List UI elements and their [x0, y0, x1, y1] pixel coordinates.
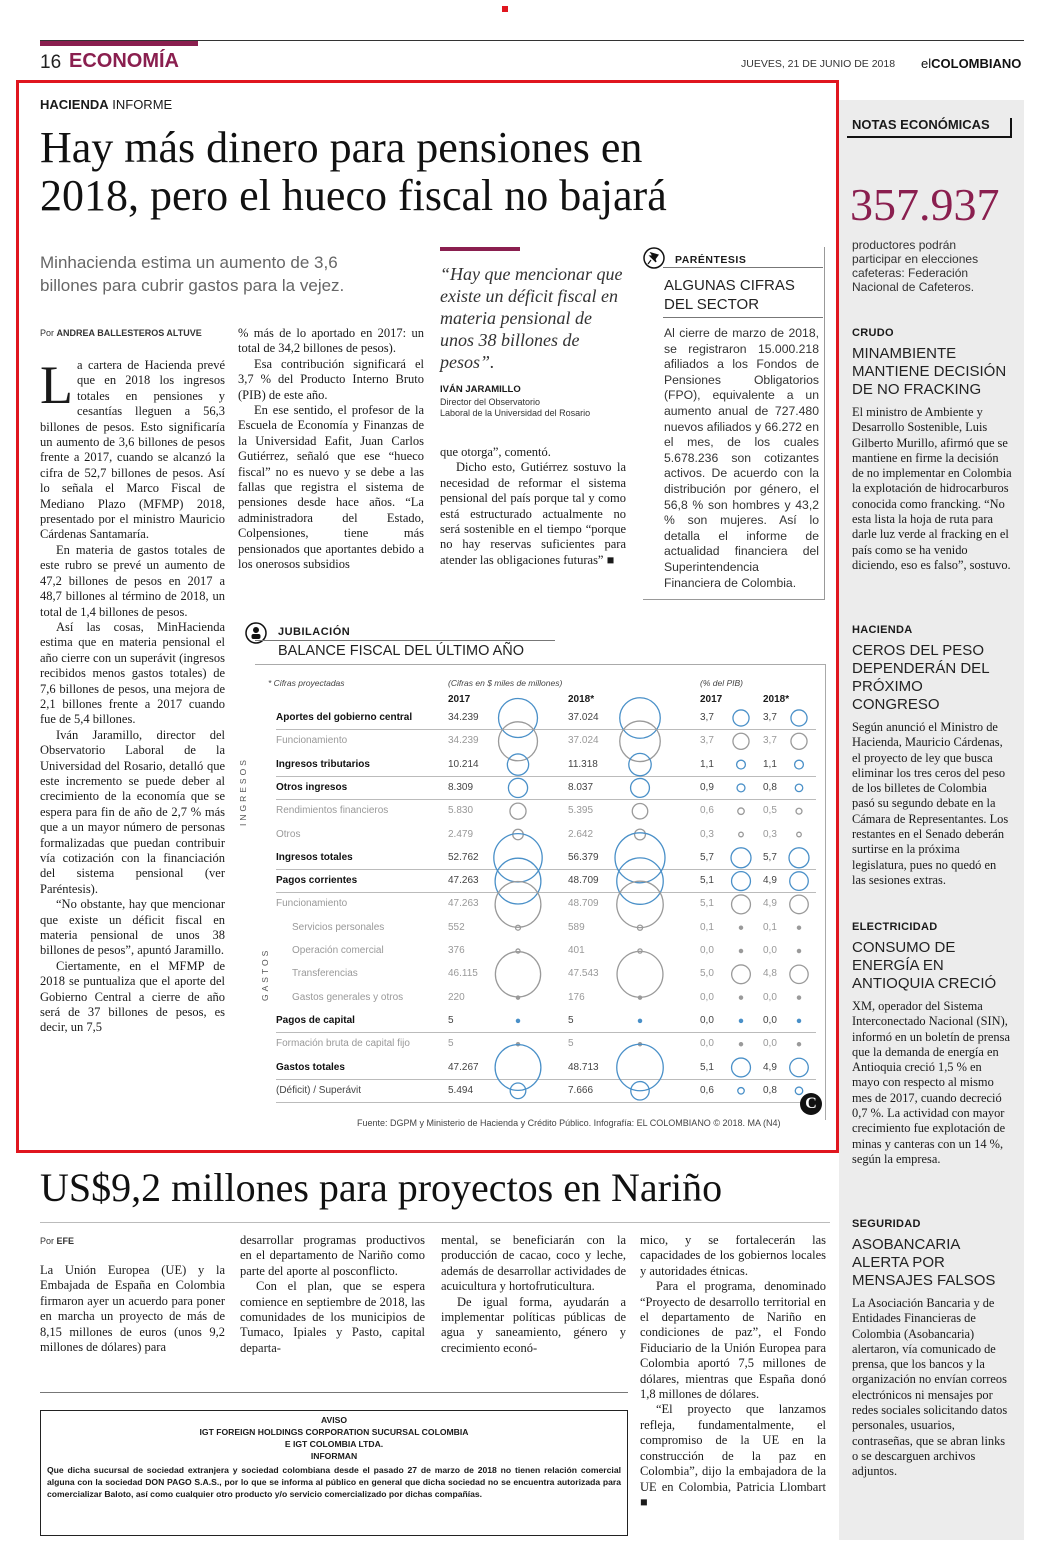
- aviso-line: INFORMAN: [310, 1451, 358, 1461]
- row-divider: [276, 1102, 816, 1103]
- col-header-2017: 2017: [448, 694, 471, 705]
- pib-2018: 4,9: [763, 898, 777, 910]
- value-2017: 52.762: [448, 851, 479, 863]
- header-accent-bar: [40, 41, 198, 46]
- quote-role: [440, 397, 590, 419]
- pib-2017: 0,6: [700, 805, 714, 817]
- row-label: Otros: [276, 828, 301, 840]
- pib-2018: 0,1: [763, 921, 777, 933]
- parentesis-body: Al cierre de marzo de 2018, se registraron 15.000.218 afiliados a los Fondos de Pensiones Obligatorios (FPO), equivalente a un aumento anual de 727.480 nuevos afiliados y 66.272 en el mes, de los cuales 5.678.236 son cotizantes activos. De acuerdo con la distribución por género, el 56,8 % son hombres y 43,2 % son mujeres. Así lo detalla el informe de actualidad financiera del Superintendencia Financiera de Colombia.: [664, 326, 819, 590]
- legal-notice: [40, 1410, 628, 1536]
- article-title: [40, 124, 667, 220]
- second-col4-paragraph: “El proyecto que lanzamos refleja, fundamentalmente, el compromiso de la UE en la construcción de la paz en Colombia”, dijo la embajadora de la UE en Colombia, Patricia Llombart ■: [640, 1402, 826, 1509]
- article-kicker: [40, 97, 172, 112]
- note-kicker: ELECTRICIDAD: [852, 921, 938, 933]
- pib-2017: 3,7: [700, 712, 714, 723]
- article-subtitle: [40, 251, 344, 297]
- row-label: Pagos corrientes: [276, 875, 358, 887]
- pib-2018: 0,8: [763, 1084, 777, 1096]
- note-kicker: CRUDO: [852, 327, 894, 339]
- col2-paragraph: % más de lo aportado en 2017: un total de 34,2 billones de pesos).: [238, 326, 424, 356]
- value-2017: 5.830: [448, 805, 474, 817]
- sidebar-big-caption: productores podrán participar en elecciones cafeteras: Federación Nacional de Cafeteros.: [852, 238, 979, 294]
- row-label: Ingresos tributarios: [276, 758, 370, 770]
- pib-2017: 0,6: [700, 1084, 714, 1096]
- col1-paragraph: a cartera de Hacienda prevé que en 2018 los ingresos totales en pensiones y cesantías lleguen a 56,3 billones de pesos. Esto significaría un aumento de 3,6 billones de pesos frente a 2017, cuando se alcanzó la cifra de 52,7 billones de pesos. Así lo señala el Marco Fiscal de Mediano Plazo (MFMP) 2018, presentado por el ministro Mauricio Cárdenas Santamaría.: [40, 358, 225, 542]
- col-header-pib-2018: 2018*: [763, 694, 790, 705]
- sidebar-note: [852, 327, 1012, 573]
- value-2018: 5: [568, 1038, 574, 1050]
- second-col4-paragraph: Para el programa, denominado “Proyecto de desarrollo territorial en el departamento de Nariño en condiciones de paz”, el Fondo Fiduciario de la Unión Europea para Colombia aportó 7,5 millones de dólares, mientras que España donó 1,8 millones de dólares.: [640, 1279, 826, 1402]
- table-row: [262, 800, 817, 823]
- byline-author: ANDREA BALLESTEROS ALTUVE: [56, 328, 202, 338]
- row-label: Formación bruta de capital fijo: [276, 1038, 410, 1050]
- kicker-light: INFORME: [112, 97, 173, 112]
- pib-2017: 0,9: [700, 781, 714, 793]
- second-col3-paragraph: mental, se beneficiarán con la producción de cacao, coco y leche, además de desarrollar actividades de acuicultura y hortofruticultura.: [441, 1233, 626, 1294]
- col1-paragraph: Ciertamente, en el MFMP de 2018 se puntualiza que el aporte del Gobierno Central a cierre de año será de 37 billones de pesos, es decir, un 7,5: [40, 958, 225, 1035]
- col1-paragraph: En materia de gastos totales de este rubro se prevé un aumento de 47,2 billones de pesos en 2017 a 48,7 billones al término de 2018, un total de 1,4 billones de pesos.: [40, 542, 225, 619]
- row-label: (Déficit) / Superávit: [276, 1084, 362, 1096]
- subtitle-line-2: billones para cubrir gastos para la vejez.: [40, 276, 345, 295]
- pib-2018: 4,9: [763, 875, 777, 887]
- pib-2017: 0,0: [700, 1014, 714, 1026]
- table-row: [262, 917, 817, 940]
- note-headline: CEROS DEL PESO DEPENDERÁN DEL PRÓXIMO CONGRESO: [852, 642, 989, 713]
- quote-accent: [440, 247, 520, 251]
- value-2018: 47.543: [568, 968, 599, 980]
- quote-author: IVÁN JARAMILLO: [440, 384, 521, 395]
- col1-paragraph: Iván Jaramillo, director del Observatorio Laboral de la Universidad del Rosario, detalló que este incremento se puede deber al crecimiento de la economía que se espera para fin de año de 2,7 % más que a un mayor número de personas formalizadas que puedan contribuir vía cotización con la financiación del sistema pensional (ver Paréntesis).: [40, 727, 225, 896]
- pib-2017: 5,1: [700, 1061, 714, 1073]
- second-byline: [40, 1236, 74, 1246]
- row-label: Funcionamiento: [276, 898, 348, 910]
- table-row: [262, 963, 817, 986]
- header-date: JUEVES, 21 DE JUNIO DE 2018: [741, 58, 896, 70]
- pib-2017: 0,1: [700, 921, 714, 933]
- col2-paragraph: En ese sentido, el profesor de la Escuela de Economía y Finanzas de la Universidad Eafit, Juan Carlos Gutiérrez, señaló que ese “hueco fiscal” no es nuevo y se debe a las fallas que registra el sistema de pensiones desde hace años. “La administradora del Estado, Colpensiones, tiene más pensionados que aportantes debido a los onerosos subsidios: [238, 403, 424, 572]
- note-kicker: HACIENDA: [852, 624, 913, 636]
- row-label: Transferencias: [292, 968, 358, 980]
- aviso-top-rule: [40, 1392, 628, 1393]
- parentesis-title-line: ALGUNAS CIFRAS: [664, 277, 795, 294]
- table-row: [262, 1033, 817, 1056]
- second-col3-paragraph: De igual forma, ayudarán a implementar políticas públicas de agua y saneamiento, género y crecimiento econó-: [441, 1294, 626, 1355]
- value-2018: 2.642: [568, 828, 594, 840]
- page-number: 16: [40, 52, 62, 73]
- table-row: [262, 707, 817, 730]
- row-label: Rendimientos financieros: [276, 805, 389, 817]
- pib-2018: 3,7: [763, 735, 777, 747]
- table-row: [262, 847, 817, 870]
- table-row: [262, 893, 817, 916]
- row-label: Ingresos totales: [276, 851, 353, 863]
- table-row: [262, 870, 817, 893]
- value-2018: 48.709: [568, 898, 599, 910]
- row-label: Aportes del gobierno central: [276, 712, 413, 723]
- sidebar-header-rule: [847, 136, 1012, 138]
- sidebar-header-rule-2: [1010, 118, 1012, 138]
- pib-2017: 5,1: [700, 898, 714, 910]
- col3-paragraph: que otorga”, comentó.: [440, 445, 551, 459]
- table-row: [262, 1010, 817, 1033]
- infographic-title: BALANCE FISCAL DEL ÚLTIMO AÑO: [278, 643, 525, 659]
- pib-2017: 5,1: [700, 875, 714, 887]
- sidebar-note: [852, 624, 1012, 888]
- row-label: Pagos de capital: [276, 1014, 355, 1026]
- parentesis-title-line: DEL SECTOR: [664, 296, 760, 313]
- sidebar-note: [852, 1218, 1012, 1480]
- second-article-title: US$9,2 millones para proyectos en Nariño: [40, 1165, 723, 1210]
- note-headline: ASOBANCARIA ALERTA POR MENSAJES FALSOS: [852, 1236, 996, 1289]
- pib-2018: 4,9: [763, 1061, 777, 1073]
- brand-prefix: el: [921, 56, 932, 71]
- row-label: Operación comercial: [292, 945, 384, 956]
- aviso-line: AVISO: [320, 1415, 348, 1425]
- row-label: Gastos totales: [276, 1061, 345, 1073]
- value-2018: 37.024: [568, 735, 599, 747]
- group-label-ingresos: INGRESOS: [238, 757, 248, 826]
- note-body: La Asociación Bancaria y de Entidades Financieras de Colombia (Asobancaria) alertaron, vía comunicado de prensa, que los bancos y la organización no envían correos electrónicos ni mensajes por redes sociales solicitando datos personales, usuarios, contraseñas, que se abran links o se descarguen archivos adjuntos.: [852, 1296, 1008, 1479]
- value-2018: 7.666: [568, 1084, 594, 1096]
- parentesis-kicker: PARÉNTESIS: [675, 254, 747, 266]
- value-2018: 5.395: [568, 805, 594, 817]
- note-kicker: SEGURIDAD: [852, 1218, 921, 1230]
- value-2017: 47.263: [448, 875, 479, 887]
- second-col1-paragraph: La Unión Europea (UE) y la Embajada de España en Colombia firmaron ayer un acuerdo para poner en marcha un proyecto de más de 8,15 millones de euros (unos 9,2 millones de dólares) para: [40, 1263, 225, 1355]
- note-headline: CONSUMO DE ENERGÍA EN ANTIOQUIA CRECIÓ: [852, 939, 997, 992]
- table-row: [262, 824, 817, 847]
- byline-prefix: Por: [40, 328, 55, 338]
- infographic-note: * Cifras proyectadas: [268, 678, 345, 688]
- article-byline: [40, 328, 202, 338]
- row-label: Servicios personales: [292, 921, 385, 933]
- value-2018: 48.713: [568, 1061, 599, 1073]
- value-2017: 34.239: [448, 712, 479, 723]
- value-2018: 589: [568, 921, 585, 933]
- pull-quote: “Hay que mencionar que existe un déficit fiscal en materia pensional de unos 38 billones de pesos”.: [440, 264, 623, 372]
- infographic-kicker: JUBILACIÓN: [278, 626, 351, 638]
- infographic-source: Fuente: DGPM y Ministerio de Hacienda y Crédito Público. Infografía: EL COLOMBIANO © 2018. MA (N4): [357, 1118, 781, 1128]
- col3-paragraph: Dicho esto, Gutiérrez sostuvo la necesidad de reformar el sistema pensional del país porque tal y como está estructurado actualmente no será sostenible en el tiempo “porque no hay reservas suficientes para atender las obligaciones futuras” ■: [440, 460, 626, 567]
- value-2017: 34.239: [448, 735, 479, 747]
- second-column-3: [441, 1233, 626, 1356]
- units-pib: (% del PIB): [700, 678, 743, 688]
- title-line-1: Hay más dinero para pensiones en: [40, 123, 643, 172]
- pib-2018: 0,8: [763, 781, 777, 793]
- value-2017: 10.214: [448, 758, 479, 770]
- pib-2018: 4,8: [763, 968, 777, 980]
- table-row: [262, 730, 817, 753]
- col2-paragraph: Esa contribución significará el 3,7 % del Producto Interno Bruto (PIB) de este año.: [238, 356, 424, 402]
- pib-2018: 5,7: [763, 851, 777, 863]
- value-2018: 8.037: [568, 781, 594, 793]
- value-2017: 47.263: [448, 898, 479, 910]
- pib-2018: 0,0: [763, 991, 777, 1003]
- table-row: [262, 1057, 817, 1080]
- value-2017: 552: [448, 921, 465, 933]
- parentesis-box: [643, 247, 825, 600]
- col-header-pib-2017: 2017: [700, 694, 723, 705]
- pib-2017: 1,1: [700, 758, 714, 770]
- dropcap: L: [40, 355, 73, 415]
- value-2018: 48.709: [568, 875, 599, 887]
- note-body: Según anunció el Ministro de Hacienda, Mauricio Cárdenas, el proyecto de ley que busca eliminar los tres ceros del peso de los billetes de Colombia pasó su segundo debate en la Cámara de Representantes. Los restantes en el Senado deberán surtirse en la próxima legislatura, pues no quedó en las sesiones extras.: [852, 720, 1009, 887]
- pib-2017: 5,0: [700, 968, 714, 980]
- article-column-3: [440, 445, 626, 568]
- pib-2018: 1,1: [763, 758, 777, 770]
- value-2018: 401: [568, 945, 585, 956]
- note-body: XM, operador del Sistema Interconectado Nacional (SIN), informó en un boletín de prensa que la demanda de energía en Antioquia creció 1,5 % en mayo con respecto al mismo mes de 2017, cuando decreció 0,7 %. La actividad con mayor crecimiento fue explotación de minas y canteras con un 14 %, según la empresa.: [852, 999, 1010, 1166]
- value-2018: 5: [568, 1014, 574, 1026]
- value-2018: 176: [568, 991, 585, 1003]
- pib-2017: 0,0: [700, 991, 714, 1003]
- value-2017: 47.267: [448, 1061, 479, 1073]
- brand-name: COLOMBIANO: [931, 56, 1022, 71]
- value-2018: 11.318: [568, 758, 598, 770]
- value-2018: 37.024: [568, 712, 599, 723]
- subtitle-line-1: Minhacienda estima un aumento de 3,6: [40, 253, 338, 272]
- sidebar-big-number: 357.937: [850, 179, 1000, 230]
- table-row: [262, 754, 817, 777]
- pib-2017: 3,7: [700, 735, 714, 747]
- row-label: Gastos generales y otros: [292, 991, 404, 1003]
- quote-role-line: Director del Observatorio: [440, 397, 541, 407]
- pib-2018: 0,0: [763, 1038, 777, 1050]
- col1-paragraph: Así las cosas, MinHacienda estima que en materia pensional el año cierre con un superávit (ingresos recibidos menos gastos totales) de 7,6 billones de pesos, una mejora de 2,1 billones frente a 2017 cuando fue de 5,4 billones.: [40, 619, 225, 727]
- pib-2018: 0,0: [763, 1014, 777, 1026]
- pin-icon: [643, 247, 665, 269]
- aviso-line: IGT FOREIGN HOLDINGS CORPORATION SUCURSAL COLOMBIA: [199, 1427, 469, 1437]
- pib-2017: 5,7: [700, 851, 714, 863]
- table-row: [262, 987, 817, 1010]
- aviso-body: Que dicha sucursal de sociedad extranjera y sociedad colombiana desde el pasado 27 de marzo de 2018 no tienen relación comercial alguna con la sociedad DON PAGO S.A.S., por lo que se informa al público en general que dicha sociedad no se encuentra autorizada para comercializar Baloto, así como cualquier otro producto y/o servicio comercializado por dichas compañías.: [47, 1465, 621, 1499]
- section-name: ECONOMÍA: [69, 50, 179, 72]
- byline-prefix: Por: [40, 1236, 55, 1246]
- second-title-rule: [40, 1222, 830, 1223]
- value-2017: 376: [448, 945, 465, 956]
- value-2017: 46.115: [448, 968, 478, 980]
- value-2017: 2.479: [448, 828, 474, 840]
- second-column-1: [40, 1263, 225, 1355]
- byline-author: EFE: [56, 1236, 75, 1246]
- parentesis-title: [664, 276, 795, 314]
- quote-role-line: Laboral de la Universidad del Rosario: [440, 408, 591, 418]
- second-col2-paragraph: Con el plan, que se espera comience en septiembre de 2018, las comunidades de los municipios de Tumaco, Ipiales y Pasto, capital departa-: [240, 1279, 425, 1355]
- value-2017: 5: [448, 1014, 454, 1026]
- parentesis-rule-2: [663, 317, 823, 318]
- pib-2018: 3,7: [763, 712, 777, 723]
- value-2018: 56.379: [568, 851, 599, 863]
- sidebar-note: [852, 921, 1012, 1167]
- brand-logo: [921, 56, 1021, 71]
- value-2017: 5: [448, 1038, 454, 1050]
- second-col4-paragraph: mico, y se fortalecerán las capacidades de los gobiernos locales y autoridades étnicas.: [640, 1233, 826, 1278]
- second-column-2: [240, 1233, 425, 1356]
- value-2017: 220: [448, 991, 465, 1003]
- col-header-2018: 2018*: [568, 694, 595, 705]
- units-money: (Cifras en $ miles de millones): [448, 678, 563, 688]
- title-line-2: 2018, pero el hueco fiscal no bajará: [40, 171, 667, 220]
- parentesis-rule: [663, 267, 823, 268]
- note-headline: MINAMBIENTE MANTIENE DECISIÓN DE NO FRACKING: [852, 345, 1007, 398]
- pib-2018: 0,3: [763, 828, 777, 840]
- sidebar-header: NOTAS ECONÓMICAS: [852, 117, 990, 132]
- value-2017: 8.309: [448, 781, 474, 793]
- pib-2017: 0,0: [700, 945, 714, 956]
- article-column-1: [40, 355, 225, 1036]
- table-row: [262, 777, 817, 800]
- infographic-rule: [255, 640, 555, 641]
- pib-2017: 0,0: [700, 1038, 714, 1050]
- pib-2018: 0,0: [763, 945, 777, 956]
- article-column-2: [238, 326, 424, 573]
- row-label: Otros ingresos: [276, 781, 348, 793]
- kicker-bold: HACIENDA: [40, 97, 109, 112]
- colombiano-badge: C: [800, 1093, 822, 1115]
- pib-2018: 0,5: [763, 805, 777, 817]
- note-body: El ministro de Ambiente y Desarrollo Sostenible, Luis Gilberto Murillo, afirmó que se mantiene en firme la decisión de no implementar en Colombia la explotación de hidrocarburos conocida como francking. “No esta lista la hoja de ruta para darle luz verde al fracking en el país como se ha venido diciendo, eso es falso”, sostuvo.: [852, 405, 1012, 572]
- second-column-4: [640, 1233, 826, 1510]
- aviso-line: E IGT COLOMBIA LTDA.: [284, 1439, 384, 1449]
- table-row: [262, 1080, 817, 1103]
- pib-2017: 0,3: [700, 828, 714, 840]
- row-label: Funcionamiento: [276, 735, 348, 747]
- group-label-gastos: GASTOS: [260, 947, 270, 1001]
- col1-paragraph: “No obstante, hay que mencionar que existe un déficit fiscal en materia pensional de unos 38 billones de pesos”, apuntó Jaramillo.: [40, 897, 225, 958]
- table-row: [262, 940, 817, 963]
- page-marker: [502, 6, 508, 12]
- second-col2-paragraph: desarrollar programas productivos en el departamento de Nariño como parte del aporte al posconflicto.: [240, 1233, 425, 1278]
- value-2017: 5.494: [448, 1084, 474, 1096]
